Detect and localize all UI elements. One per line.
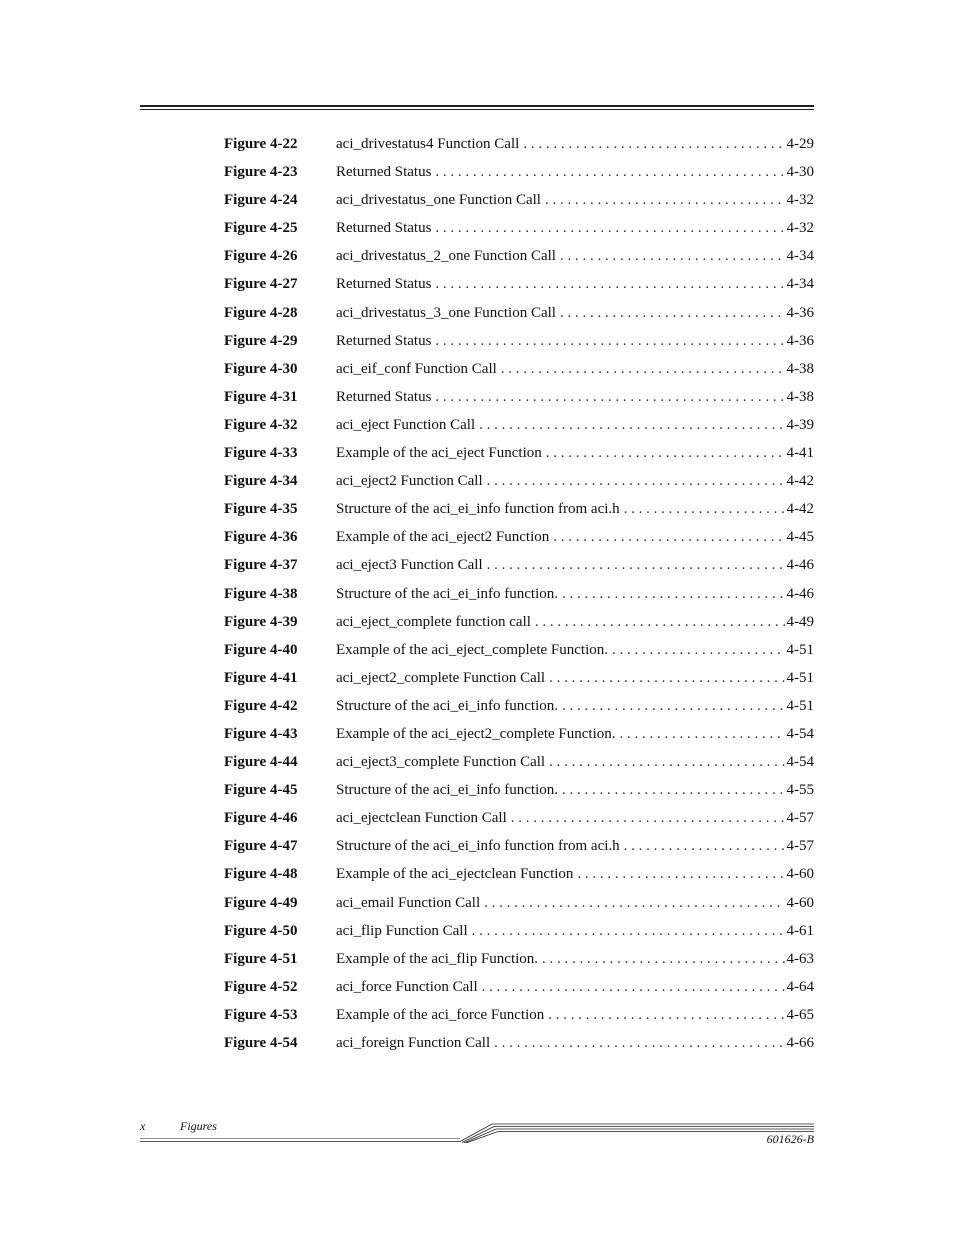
figure-label: Figure 4-36 — [224, 529, 298, 546]
dot-leader — [624, 499, 785, 519]
dot-leader — [501, 359, 785, 379]
figure-label: Figure 4-30 — [224, 360, 298, 377]
figure-entry — [336, 471, 814, 491]
toc-entry[interactable] — [224, 274, 814, 302]
figure-page-number: 4-30 — [786, 164, 814, 181]
figure-title: Example of the aci_eject Function — [336, 445, 542, 462]
figure-title: Structure of the aci_ei_info function from aci.h — [336, 838, 620, 855]
figure-page-number: 4-54 — [786, 754, 814, 771]
figure-title: Returned Status — [336, 220, 432, 237]
figure-entry — [336, 499, 814, 519]
figure-title: Example of the aci_ejectclean Function — [336, 866, 574, 883]
footer-left — [140, 1119, 217, 1134]
figure-label: Figure 4-39 — [224, 613, 298, 630]
toc-entry[interactable] — [224, 949, 814, 977]
figure-label: Figure 4-35 — [224, 501, 298, 518]
dot-leader — [479, 415, 784, 435]
toc-entry[interactable] — [224, 1005, 814, 1033]
dot-leader — [549, 752, 784, 772]
figure-entry — [336, 808, 814, 828]
figure-entry — [336, 359, 814, 379]
figure-page-number: 4-57 — [786, 838, 814, 855]
figure-label: Figure 4-40 — [224, 641, 298, 658]
figure-title: aci_drivestatus4 Function Call — [336, 136, 520, 152]
figure-page-number: 4-34 — [786, 276, 814, 293]
figure-title: Returned Status — [336, 164, 432, 181]
dot-leader — [560, 303, 785, 323]
figure-page-number: 4-32 — [786, 192, 814, 209]
dot-leader — [435, 162, 784, 182]
toc-entry[interactable] — [224, 921, 814, 949]
figure-title: aci_drivestatus_3_one Function Call — [336, 304, 556, 321]
figure-page-number: 4-36 — [786, 332, 814, 349]
figure-label: Figure 4-22 — [224, 136, 298, 152]
figure-title: Returned Status — [336, 388, 432, 405]
figure-entry — [336, 331, 814, 351]
figure-page-number: 4-51 — [786, 641, 814, 658]
dot-leader — [553, 527, 784, 547]
figure-label: Figure 4-33 — [224, 445, 298, 462]
figure-entry — [336, 921, 814, 941]
figure-entry — [336, 134, 814, 154]
toc-entry[interactable] — [224, 864, 814, 892]
figure-label: Figure 4-41 — [224, 669, 298, 686]
figure-entry — [336, 724, 814, 744]
figure-page-number: 4-54 — [786, 725, 814, 742]
figure-label: Figure 4-48 — [224, 866, 298, 883]
figure-label: Figure 4-44 — [224, 754, 298, 771]
dot-leader — [560, 246, 785, 266]
toc-entry[interactable] — [224, 331, 814, 359]
header-rule — [140, 105, 814, 111]
toc-entry[interactable] — [224, 499, 814, 527]
figure-label: Figure 4-27 — [224, 276, 298, 293]
dot-leader — [548, 1005, 784, 1025]
figure-title: Example of the aci_flip Function. — [336, 950, 539, 967]
dot-leader — [482, 977, 785, 997]
figure-title: aci_eject Function Call — [336, 416, 476, 433]
figure-label: Figure 4-29 — [224, 332, 298, 349]
toc-entry[interactable] — [224, 668, 814, 696]
figure-title: aci_flip Function Call — [336, 922, 468, 939]
figure-entry — [336, 443, 814, 463]
figure-page-number: 4-29 — [786, 136, 814, 152]
figure-page-number: 4-42 — [786, 473, 814, 490]
figure-title: aci_eject_complete function call — [336, 613, 531, 630]
dot-leader — [523, 134, 784, 154]
toc-entry[interactable] — [224, 246, 814, 274]
dot-leader — [435, 274, 784, 294]
figure-page-number: 4-46 — [786, 557, 814, 574]
figure-entry — [336, 190, 814, 210]
figure-page-number: 4-42 — [786, 501, 814, 518]
dot-leader — [562, 696, 784, 716]
toc-entry[interactable] — [224, 640, 814, 668]
figure-title: aci_drivestatus_2_one Function Call — [336, 248, 556, 265]
figure-entry — [336, 949, 814, 969]
dot-leader — [612, 640, 785, 660]
figure-page-number: 4-55 — [786, 782, 814, 799]
figure-entry — [336, 527, 814, 547]
figure-page-number: 4-66 — [786, 1035, 814, 1051]
toc-entry[interactable] — [224, 724, 814, 752]
dot-leader — [494, 1033, 784, 1053]
figure-entry — [336, 893, 814, 913]
page-footer — [140, 1115, 814, 1155]
figure-label: Figure 4-51 — [224, 950, 298, 967]
figure-entry — [336, 218, 814, 238]
dot-leader — [562, 584, 784, 604]
figure-entry — [336, 415, 814, 435]
figure-entry — [336, 303, 814, 323]
toc-entry[interactable] — [224, 415, 814, 443]
toc-entry[interactable] — [224, 893, 814, 921]
toc-entry[interactable] — [224, 443, 814, 471]
figure-page-number: 4-39 — [786, 416, 814, 433]
figure-entry — [336, 864, 814, 884]
toc-entry[interactable] — [224, 977, 814, 1005]
figure-page-number: 4-32 — [786, 220, 814, 237]
document-id: 601626-B — [766, 1132, 814, 1146]
dot-leader — [542, 949, 784, 969]
dot-leader — [577, 864, 784, 884]
figure-page-number: 4-38 — [786, 360, 814, 377]
dot-leader — [546, 443, 785, 463]
figure-title: aci_eject2_complete Function Call — [336, 669, 546, 686]
toc-entry[interactable] — [224, 584, 814, 612]
figure-label: Figure 4-37 — [224, 557, 298, 574]
figure-label: Figure 4-53 — [224, 1006, 298, 1023]
figure-entry — [336, 584, 814, 604]
figure-entry — [336, 1033, 814, 1053]
toc-entry[interactable] — [224, 471, 814, 499]
figure-page-number: 4-45 — [786, 529, 814, 546]
figure-entry — [336, 836, 814, 856]
figure-title: Structure of the aci_ei_info function. — [336, 697, 559, 714]
figure-entry — [336, 1005, 814, 1025]
toc-entry[interactable] — [224, 527, 814, 555]
figure-entry — [336, 640, 814, 660]
toc-entry[interactable] — [224, 752, 814, 780]
page-number: x — [140, 1119, 146, 1133]
figure-page-number: 4-64 — [786, 978, 814, 995]
toc-entry[interactable] — [224, 218, 814, 246]
dot-leader — [472, 921, 785, 941]
figure-page-number: 4-61 — [786, 922, 814, 939]
figure-label: Figure 4-46 — [224, 810, 298, 827]
dot-leader — [435, 387, 784, 407]
figure-label: Figure 4-31 — [224, 388, 298, 405]
figure-title: aci_email Function Call — [336, 894, 481, 911]
figure-entry — [336, 387, 814, 407]
dot-leader — [549, 668, 784, 688]
figure-title: aci_force Function Call — [336, 978, 478, 995]
list-of-figures — [224, 134, 814, 1061]
figure-label: Figure 4-28 — [224, 304, 298, 321]
figure-page-number: 4-51 — [786, 669, 814, 686]
toc-entry[interactable] — [224, 1033, 814, 1061]
dot-leader — [562, 780, 784, 800]
figure-label: Figure 4-49 — [224, 894, 298, 911]
dot-leader — [487, 471, 785, 491]
figure-title: Structure of the aci_ei_info function. — [336, 782, 559, 799]
figure-page-number: 4-51 — [786, 697, 814, 714]
figure-label: Figure 4-52 — [224, 978, 298, 995]
dot-leader — [487, 555, 785, 575]
figure-title: Structure of the aci_ei_info function from aci.h — [336, 501, 620, 518]
figure-entry — [336, 752, 814, 772]
figure-entry — [336, 668, 814, 688]
toc-entry[interactable] — [224, 359, 814, 387]
figure-title: aci_eif_conf Function Call — [336, 360, 497, 377]
figure-label: Figure 4-47 — [224, 838, 298, 855]
figure-page-number: 4-49 — [786, 613, 814, 630]
figure-page-number: 4-38 — [786, 388, 814, 405]
figure-title: Example of the aci_force Function — [336, 1006, 545, 1023]
figure-page-number: 4-63 — [786, 950, 814, 967]
figure-title: Example of the aci_eject2_complete Function. — [336, 725, 616, 742]
figure-page-number: 4-60 — [786, 866, 814, 883]
figure-title: aci_ejectclean Function Call — [336, 810, 507, 827]
figure-entry — [336, 780, 814, 800]
toc-entry[interactable] — [224, 780, 814, 808]
figure-title: aci_drivestatus_one Function Call — [336, 192, 541, 209]
dot-leader — [435, 331, 784, 351]
toc-entry[interactable] — [224, 612, 814, 640]
figure-page-number: 4-65 — [786, 1006, 814, 1023]
figure-title: aci_eject2 Function Call — [336, 473, 483, 490]
toc-entry[interactable] — [224, 190, 814, 218]
footer-rule — [140, 1121, 814, 1143]
figure-entry — [336, 274, 814, 294]
figure-page-number: 4-34 — [786, 248, 814, 265]
dot-leader — [535, 612, 785, 632]
dot-leader — [511, 808, 785, 828]
figure-label: Figure 4-42 — [224, 697, 298, 714]
figure-title: Example of the aci_eject_complete Function. — [336, 641, 608, 658]
figure-title: Returned Status — [336, 276, 432, 293]
figure-title: Example of the aci_eject2 Function — [336, 529, 550, 546]
toc-entry[interactable] — [224, 808, 814, 836]
figure-label: Figure 4-24 — [224, 192, 298, 209]
figure-page-number: 4-46 — [786, 585, 814, 602]
figure-label: Figure 4-23 — [224, 164, 298, 181]
figure-label: Figure 4-34 — [224, 473, 298, 490]
toc-entry[interactable] — [224, 555, 814, 583]
figure-label: Figure 4-32 — [224, 416, 298, 433]
figure-label: Figure 4-26 — [224, 248, 298, 265]
dot-leader — [624, 836, 785, 856]
toc-entry[interactable] — [224, 162, 814, 190]
figure-title: aci_foreign Function Call — [336, 1035, 491, 1051]
figure-entry — [336, 696, 814, 716]
figure-page-number: 4-36 — [786, 304, 814, 321]
toc-entry[interactable] — [224, 134, 814, 162]
figure-entry — [336, 162, 814, 182]
toc-entry[interactable] — [224, 303, 814, 331]
section-name: Figures — [180, 1119, 217, 1133]
figure-label: Figure 4-50 — [224, 922, 298, 939]
figure-title: aci_eject3_complete Function Call — [336, 754, 546, 771]
toc-entry[interactable] — [224, 387, 814, 415]
dot-leader — [435, 218, 784, 238]
figure-label: Figure 4-43 — [224, 725, 298, 742]
figure-label: Figure 4-25 — [224, 220, 298, 237]
figure-entry — [336, 555, 814, 575]
figure-label: Figure 4-54 — [224, 1035, 298, 1051]
figure-title: Returned Status — [336, 332, 432, 349]
figure-entry — [336, 612, 814, 632]
figure-label: Figure 4-45 — [224, 782, 298, 799]
figure-title: Structure of the aci_ei_info function. — [336, 585, 559, 602]
figure-entry — [336, 246, 814, 266]
dot-leader — [484, 893, 784, 913]
dot-leader — [620, 724, 785, 744]
figure-entry — [336, 977, 814, 997]
figure-title: aci_eject3 Function Call — [336, 557, 483, 574]
figure-label: Figure 4-38 — [224, 585, 298, 602]
figure-page-number: 4-41 — [786, 445, 814, 462]
figure-page-number: 4-60 — [786, 894, 814, 911]
toc-entry[interactable] — [224, 696, 814, 724]
dot-leader — [545, 190, 785, 210]
toc-entry[interactable] — [224, 836, 814, 864]
figure-page-number: 4-57 — [786, 810, 814, 827]
